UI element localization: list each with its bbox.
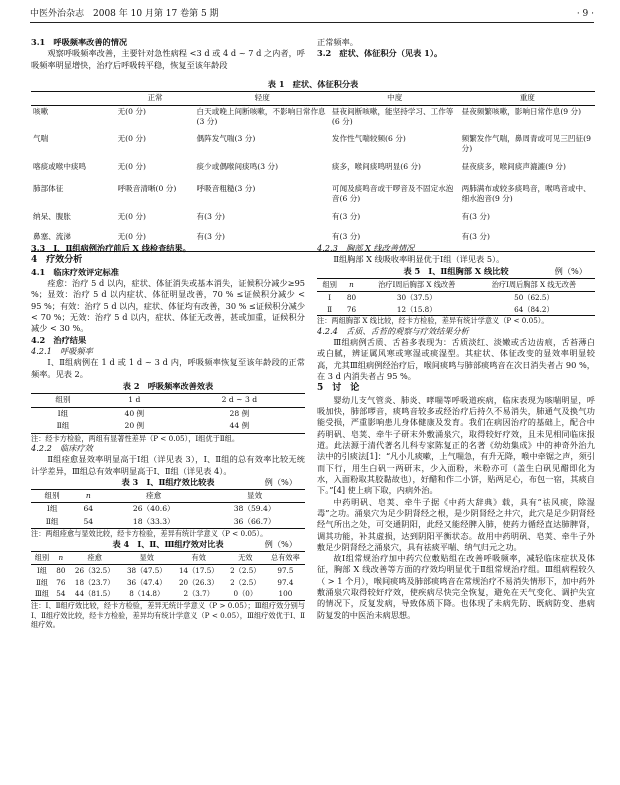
table-4-header: 有效 bbox=[191, 552, 206, 562]
table-5-caption-row bbox=[317, 266, 595, 278]
table-cell: 80 bbox=[346, 292, 357, 302]
para-5-a: 婴幼儿支气管炎、肺炎、哮喘等呼吸道疾病，临床表现为咳喘明显，呼吸加快，肺部啰音，痰鸣音较多或经治疗后持久不易消失，肺通气及换气功能受损，严重影响患儿身体健康及发育。我们在病因治疗的基础上，配合中药明矾、皂荚、牵牛子研末外敷涌泉穴，取得较好疗效，且未见相同临床报道。此法源于清代著名儿科专家陈复正的名著《幼幼集成》中的神奇外治九法中的引痰法[1]：“凡小儿痰嗽，上气喘急，有升无降，喉中牵锯之声，须引而下行，用生白矾一两研末，少入面粉，米粉亦可（盖生白矾见醋即化为水，入面粉取其胶黏故也），好醋和作二小饼，贴两足心，布包一宿，其痰自下。”[4] 使上病下取，内病外治。 bbox=[317, 394, 595, 496]
table-cell: 无(0 分) bbox=[117, 134, 146, 144]
table-3-caption-row bbox=[31, 477, 305, 489]
table-cell: 肺部体征 bbox=[33, 184, 64, 194]
table-cell: 20（26.3） bbox=[178, 577, 219, 587]
top-right-text bbox=[317, 37, 595, 60]
para-4-2-3: Ⅱ组胸部 X 线吸收率明显优于Ⅰ组（详见表 5）。 bbox=[333, 254, 505, 265]
table-cell: 64（84.2） bbox=[514, 304, 554, 314]
table-cell: 有(3 分) bbox=[196, 212, 225, 222]
table-cell: 昼夜痰多，喉间痰声漉漉(9 分) bbox=[461, 162, 566, 172]
heading-4: 4 疗效分析 bbox=[31, 255, 83, 266]
table-3-note: 注：两组痊愈与显效比较，经卡方检验，差异有统计学意义（P < 0.05）。 bbox=[31, 529, 268, 539]
table-4-unit: 例（%） bbox=[264, 538, 297, 549]
table-cell: 痰多，喉间痰鸣明显(6 分) bbox=[331, 162, 422, 172]
table-row bbox=[317, 291, 595, 303]
para-3-1-cont: 正常频率。 bbox=[317, 37, 358, 47]
table-cell: 白天或晚上间断咳嗽，不影响日常作息(3 分) bbox=[196, 106, 326, 126]
table-1-header: 轻度 bbox=[254, 93, 270, 103]
table-cell: 无(0 分) bbox=[117, 162, 146, 172]
table-4-caption: 表 4 Ⅰ、Ⅱ、Ⅲ组疗效对比表 bbox=[112, 538, 224, 549]
table-cell: 38（59.4） bbox=[233, 504, 276, 514]
table-cell: Ⅱ组 bbox=[35, 577, 49, 587]
table-2-header: 2 d ~ 3 d bbox=[221, 395, 258, 405]
table-cell: 54 bbox=[56, 589, 66, 599]
table-2-header: 1 d bbox=[128, 395, 141, 405]
table-4-caption-row bbox=[31, 539, 305, 551]
table-4-header: 显效 bbox=[139, 552, 154, 562]
heading-3-2: 3.2 症状、体征积分（见表 1）。 bbox=[317, 48, 443, 59]
table-row bbox=[31, 105, 595, 133]
table-5-note: 注：两组胸部 X 线比较，经卡方检验，差异有统计学意义（P < 0.05）。 bbox=[317, 316, 549, 326]
table-row bbox=[31, 211, 595, 231]
table-cell: 2（3.7） bbox=[183, 589, 214, 599]
table-cell: 8（14.8） bbox=[129, 589, 165, 599]
table-cell: 呼吸音粗糙(3 分) bbox=[196, 184, 256, 194]
table-1-block bbox=[31, 78, 595, 252]
table-cell: 64 bbox=[83, 504, 94, 514]
table-cell: 0（0） bbox=[233, 589, 258, 599]
para-4-2-2: Ⅱ组痊愈显效率明显高于Ⅰ组（详见表 3），Ⅰ、Ⅱ组的总有效率比较无统计学差异，Ⅲ组总有效率明显高于Ⅰ、Ⅱ组（详见表 4）。 bbox=[31, 454, 305, 476]
table-cell: 鼻塞、流涕 bbox=[33, 232, 71, 242]
table-cell: 80 bbox=[56, 565, 66, 575]
table-3 bbox=[31, 489, 305, 529]
right-column bbox=[317, 243, 595, 621]
table-5-header: 治疗Ⅰ周后胸部 X 线改善 bbox=[378, 279, 456, 289]
table-1-header bbox=[31, 92, 116, 105]
table-cell: 两肺满布或较多痰鸣音，喉鸣音或中、细水泡音(9 分) bbox=[461, 184, 591, 204]
table-cell: 40 例 bbox=[124, 408, 145, 418]
table-cell: 14（17.5） bbox=[178, 565, 219, 575]
table-cell: 2（2.5） bbox=[230, 565, 261, 575]
table-1-header: 中度 bbox=[387, 93, 403, 103]
table-cell: Ⅱ组 bbox=[45, 516, 59, 526]
heading-4-1: 4.1 临床疗效评定标准 bbox=[31, 266, 119, 277]
table-cell: 36（47.4） bbox=[126, 577, 167, 587]
table-2-note: 注：经卡方检验，两组有显著性差异（P < 0.05），Ⅰ组优于Ⅱ组。 bbox=[31, 433, 240, 443]
table-cell: 50（62.5） bbox=[514, 292, 554, 302]
table-cell: 无(0 分) bbox=[117, 232, 146, 242]
table-cell: 痰少或偶喉间痰鸣(3 分) bbox=[196, 162, 279, 172]
table-cell: Ⅲ组 bbox=[34, 589, 50, 599]
table-cell: 38（47.5） bbox=[126, 565, 167, 575]
table-cell: 无(0 分) bbox=[117, 212, 146, 222]
heading-3-3: 3.3 Ⅰ、Ⅱ组病例治疗前后 X 线检查结果。 bbox=[31, 243, 191, 253]
heading-4-2-4: 4.2.4 舌质、舌苔的观察与疗效结果分析 bbox=[317, 325, 469, 336]
heading-4-2-2: 4.2.2 临床疗效 bbox=[31, 442, 93, 453]
table-row bbox=[31, 516, 305, 529]
table-cell: 44 例 bbox=[229, 421, 250, 431]
para-5-c: 故Ⅰ组常规治疗加中药穴位敷贴组在改善呼吸频率，减轻临床症状及体征，胸部 X 线改善等方面的疗效均明显优于Ⅱ组常规治疗组。Ⅲ组病程较久（ > 1 个月），喉间痰鸣及肺部痰鸣音在常规治疗不易消失情形下，加中药外敷涌泉穴取得较好疗效，使疾病尽快完全恢复，避免在天气变化、调护失宜的情况下，反复发病，导致体质下降。也体现了未病先防、既病防变、患病防复发的中医治未病思想。 bbox=[317, 553, 595, 620]
table-3-header: 显效 bbox=[246, 490, 263, 500]
table-row bbox=[31, 564, 305, 576]
table-5-header: n bbox=[349, 279, 354, 289]
table-cell: 28 例 bbox=[229, 408, 250, 418]
table-5 bbox=[317, 278, 595, 317]
table-3-header: 痊愈 bbox=[146, 490, 162, 500]
table-3-header: 组别 bbox=[44, 490, 60, 500]
table-cell: Ⅰ bbox=[328, 292, 332, 302]
table-5-header: 治疗Ⅰ周后胸部 X 线无改善 bbox=[491, 279, 577, 289]
top-left-text bbox=[31, 37, 305, 71]
table-cell: 有(3 分) bbox=[461, 212, 490, 222]
table-4-header: n bbox=[58, 552, 64, 562]
table-cell: Ⅰ组 bbox=[57, 408, 69, 418]
table-row bbox=[31, 133, 595, 161]
table-1-caption: 表 1 症状、体征积分表 bbox=[267, 79, 359, 89]
journal-name: 中医外治杂志 2008 年 10 月第 17 卷第 5 期 bbox=[30, 9, 219, 19]
table-cell: 12（15.8） bbox=[396, 304, 437, 314]
para-4-1: 痊愈：治疗 5 d 以内，症状、体征消失或基本消失，证候积分减少≥95 %；显效：治疗 5 d 以内症状、体征明显改善，70 % ≤证候积分减少 < 95 %；有效：治疗 5 d 以内，症状、体征均有改善，30 % ≤证候积分减少 < 70 %；无效：治疗 5 d 以内，症状、体征无改善，甚或加重，证候积分减少 < 30 %。 bbox=[31, 278, 306, 334]
heading-4-2: 4.2 治疗结果 bbox=[31, 334, 87, 345]
table-4-header: 组别 bbox=[34, 552, 50, 562]
table-1-header: 正常 bbox=[147, 93, 163, 103]
table-row bbox=[31, 407, 305, 420]
page-number: · 9 · bbox=[576, 9, 594, 19]
table-5-caption: 表 5 Ⅰ、Ⅱ组胸部 X 线比较 bbox=[403, 265, 509, 276]
table-4 bbox=[31, 551, 305, 602]
table-cell: 76 bbox=[56, 577, 66, 587]
table-row bbox=[31, 588, 305, 600]
table-cell: 54 bbox=[83, 516, 94, 526]
table-cell: 100 bbox=[278, 589, 293, 599]
table-cell: 有(3 分) bbox=[331, 212, 361, 222]
table-5-header: 组别 bbox=[322, 279, 337, 289]
table-1 bbox=[31, 91, 595, 251]
table-cell: 有(3 分) bbox=[331, 232, 361, 242]
table-cell: 18（33.3） bbox=[132, 516, 175, 526]
table-row bbox=[31, 420, 305, 433]
table-cell: 2（2.5） bbox=[230, 577, 261, 587]
table-3-header: n bbox=[85, 490, 91, 500]
table-cell: 97.5 bbox=[277, 565, 294, 575]
table-cell: 昼夜间断咳嗽，能坚持学习、工作等(6 分) bbox=[331, 106, 454, 126]
para-4-2-4: Ⅲ组病例舌质、舌苔多表现为：舌质淡红、淡嫩或舌边齿痕，舌苔薄白或白腻，辨证属风寒或寒湿或痰湿型。其症状、体征改变的显效率明显较高，尤其Ⅲ组病例经治疗后，喉间痰鸣与肺部痰鸣音在次日消失者占 90 %，在 3 d 内消失者占 95 %。 bbox=[317, 337, 595, 382]
table-4-header: 痊愈 bbox=[87, 552, 102, 562]
table-cell: 喀痰或喉中痰鸣 bbox=[33, 162, 87, 172]
table-2-caption: 表 2 呼吸频率改善效表 bbox=[122, 380, 214, 391]
left-column bbox=[31, 243, 305, 629]
para-5-b: 中药明矾、皂荚、牵牛子据《中药大辞典》载，具有“祛风痰，除湿毒”之功。涌泉穴为足少阴肾经之根，是少阴肾经之井穴，此穴是足少阴肾经经气所出之处，可交通阴阳，此经又能经脾入肺，使药力循经直达肺脾肾，调其功能，补其虚损，达到阴阳平衡状态。故用中药明矾、皂荚、牵牛子外敷足少阴肾经之涌泉穴，具有祛痰平喘、纳气归元之功。 bbox=[317, 496, 595, 552]
table-cell: Ⅱ bbox=[327, 304, 333, 314]
table-2-header: 组别 bbox=[55, 395, 71, 405]
table-4-note: 注：Ⅰ、Ⅱ组疗效比较，经卡方检验，差异无统计学意义（P > 0.05）；Ⅲ组疗效分别与Ⅰ、Ⅱ组疗效比较，经卡方检验，差异均有统计学意义（P < 0.05），Ⅲ组疗效优于Ⅰ、Ⅱ组疗效。 bbox=[31, 601, 305, 630]
table-cell: 76 bbox=[346, 304, 357, 314]
table-cell: 30（37.5） bbox=[396, 292, 437, 302]
table-cell: 呼吸音清晰(0 分) bbox=[117, 184, 177, 194]
table-row bbox=[31, 183, 595, 211]
para-3-1: 观察呼吸频率改善，主要针对急性病程 <3 d 或 4 d ~ 7 d 之内者，呼吸频率明显增快，治疗后呼吸转平稳，恢复至该年龄段 bbox=[31, 48, 305, 70]
table-4-header: 无效 bbox=[238, 552, 253, 562]
table-5-unit: 例（%） bbox=[554, 265, 587, 276]
table-row bbox=[317, 304, 595, 316]
table-2 bbox=[31, 393, 305, 433]
table-cell: 26（32.5） bbox=[74, 565, 115, 575]
table-4-header: 总有效率 bbox=[271, 552, 300, 562]
table-cell: 44（81.5） bbox=[74, 589, 115, 599]
table-cell: 发作性气喘较频(6 分) bbox=[331, 134, 406, 144]
table-cell: Ⅱ组 bbox=[56, 421, 70, 431]
table-cell: 20 例 bbox=[124, 421, 145, 431]
heading-5: 5 讨 论 bbox=[317, 383, 360, 394]
table-row bbox=[31, 577, 305, 589]
heading-4-2-1: 4.2.1 呼吸频率 bbox=[31, 345, 93, 356]
heading-3-1: 3.1 呼吸频率改善的情况 bbox=[31, 37, 128, 47]
table-cell: 有(3 分) bbox=[461, 232, 490, 242]
table-3-unit: 例（%） bbox=[264, 476, 297, 487]
table-cell: 26（40.6） bbox=[132, 504, 175, 514]
table-cell: 昼夜频繁咳嗽，影响日常作息(9 分) bbox=[461, 106, 582, 116]
table-cell: 气喘 bbox=[33, 134, 49, 144]
running-header bbox=[30, 6, 594, 23]
para-4-2-1: Ⅰ、Ⅱ组病例在 1 d 或 1 d ~ 3 d 内，呼吸频率恢复至该年龄段的正常频率。见表 2。 bbox=[31, 357, 305, 379]
table-cell: 纳呆、腹胀 bbox=[33, 212, 71, 222]
table-cell: 频繁发作气喘，鼻周青或可见三凹征(9 分) bbox=[461, 134, 591, 154]
heading-4-2-3: 4.2.3 胸部 X 线改善情况 bbox=[317, 243, 415, 253]
table-cell: 咳嗽 bbox=[33, 106, 49, 116]
table-cell: 97.4 bbox=[277, 577, 294, 587]
table-cell: 18（23.7） bbox=[74, 577, 115, 587]
table-cell: 有(3 分) bbox=[196, 232, 225, 242]
table-cell: 偶阵发气喘(3 分) bbox=[196, 134, 256, 144]
table-cell: 无(0 分) bbox=[117, 106, 146, 116]
table-row bbox=[31, 161, 595, 183]
table-row bbox=[31, 503, 305, 516]
table-cell: 36（66.7） bbox=[233, 516, 276, 526]
table-cell: Ⅰ组 bbox=[46, 504, 58, 514]
table-1-header: 重度 bbox=[519, 93, 535, 103]
table-cell: Ⅰ组 bbox=[36, 565, 47, 575]
table-3-caption: 表 3 Ⅰ、Ⅱ组疗效比较表 bbox=[121, 476, 215, 487]
table-cell: 可闻及痰鸣音或干啰音及不固定水泡音(6 分) bbox=[331, 184, 454, 204]
